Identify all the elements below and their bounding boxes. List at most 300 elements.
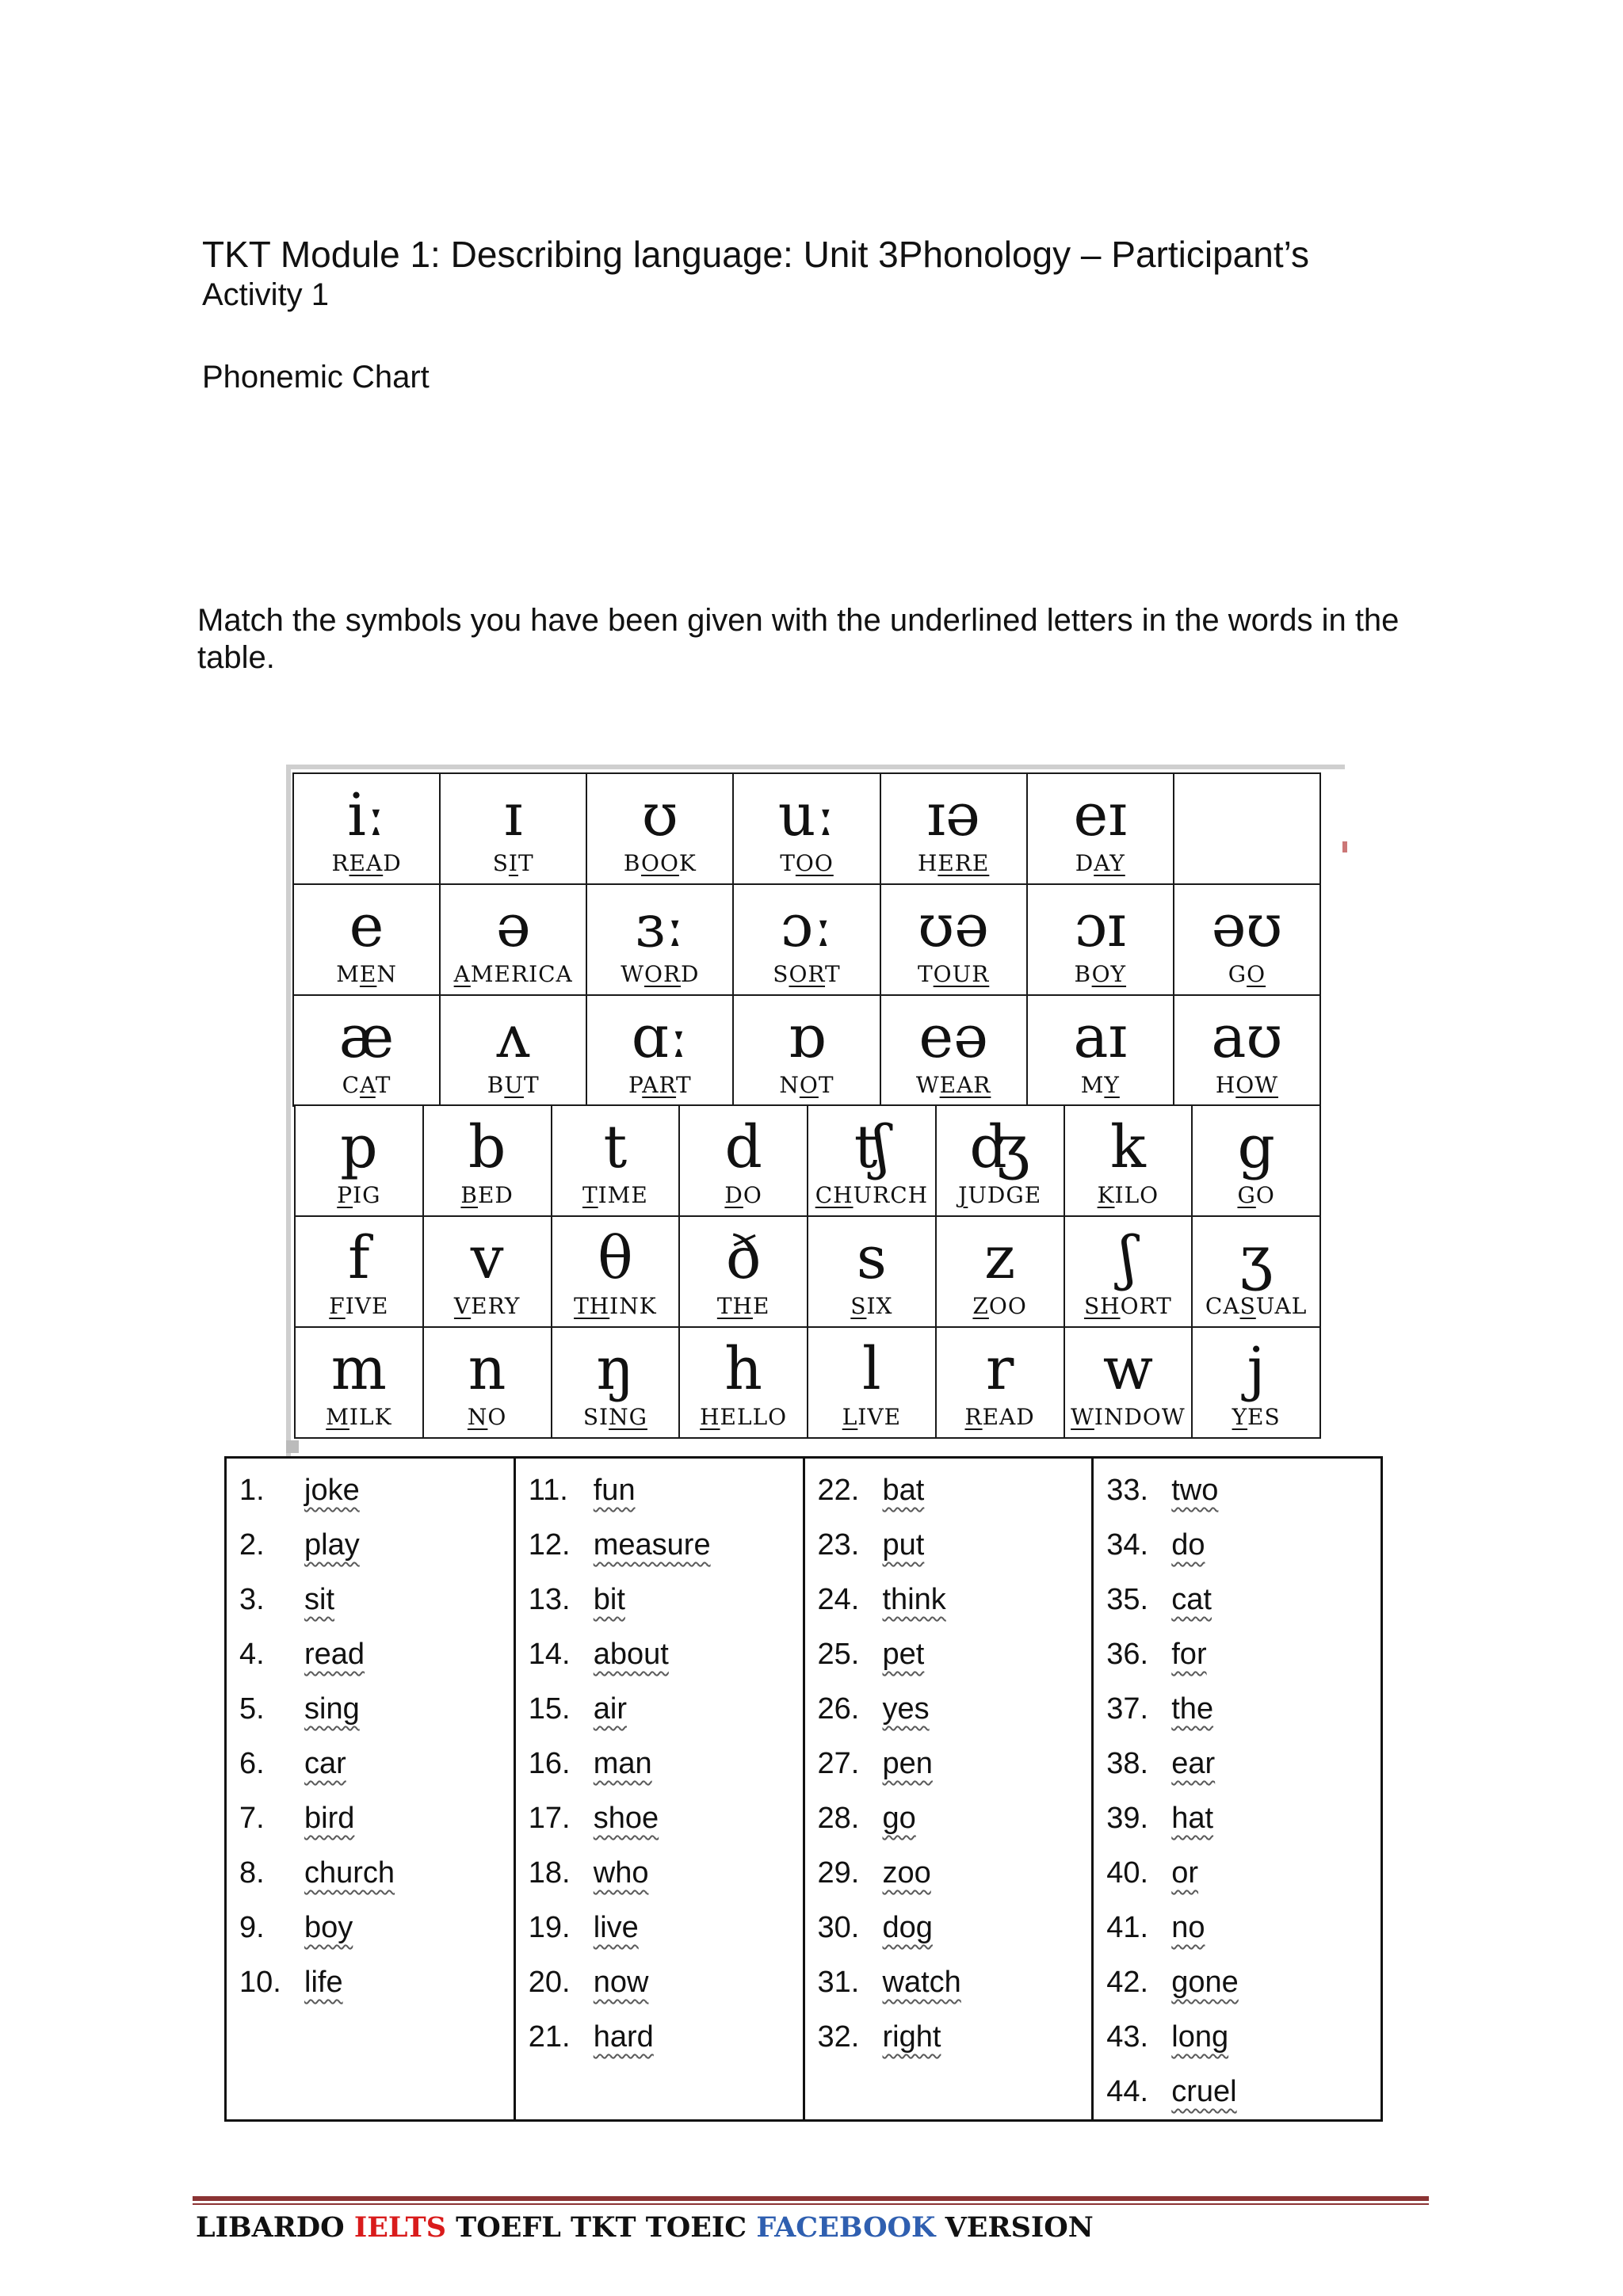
phoneme-cell	[423, 1216, 552, 1327]
phoneme-cell	[295, 1327, 423, 1438]
underlined-letters: U	[504, 1072, 524, 1098]
phoneme-cell	[679, 1327, 808, 1438]
phoneme-cell	[440, 995, 586, 1106]
example-word	[1193, 1293, 1319, 1320]
word-column	[514, 1458, 804, 2121]
word-part: C	[342, 1072, 361, 1098]
word-part: INDOW	[1094, 1404, 1186, 1430]
item-number: 6.	[239, 1747, 265, 1780]
word-part: ILK	[349, 1404, 392, 1430]
example-word	[808, 1293, 935, 1320]
word-list-item	[1094, 1627, 1381, 1682]
underlined-letters: S	[1239, 1293, 1256, 1319]
word-part: INK	[609, 1293, 657, 1319]
chart-row	[295, 1216, 1320, 1327]
word-part: B	[487, 1072, 505, 1098]
underlined-letters: Y	[1232, 1404, 1248, 1430]
item-word: play	[304, 1528, 360, 1562]
underlined-letters: A	[360, 1072, 376, 1098]
word-list-item	[516, 1955, 803, 2010]
item-number: 7.	[239, 1802, 265, 1835]
example-word	[881, 1072, 1026, 1099]
item-word: pen	[882, 1747, 933, 1780]
word-part: D	[383, 850, 402, 876]
word-list-table	[224, 1456, 1383, 2122]
footer-part: TOEFL TKT TOEIC	[445, 2211, 757, 2244]
word-part: W	[621, 961, 644, 987]
item-number: 29.	[817, 1856, 860, 1890]
phoneme-cell	[1192, 1327, 1320, 1438]
phoneme-symbol: aʊ	[1211, 1003, 1283, 1071]
item-word: live	[593, 1911, 639, 1944]
phoneme-symbol: æ	[338, 1003, 395, 1071]
item-number: 16.	[528, 1747, 571, 1780]
phoneme-symbol: g	[1237, 1113, 1275, 1181]
item-number: 36.	[1106, 1638, 1149, 1671]
phoneme-cell	[1064, 1327, 1193, 1438]
example-word	[552, 1293, 679, 1320]
phoneme-symbol: ɪ	[503, 781, 523, 849]
item-number: 20.	[528, 1966, 571, 1999]
item-word: dog	[882, 1911, 933, 1944]
chart-row	[295, 1105, 1320, 1216]
item-number: 14.	[528, 1638, 571, 1671]
item-number: 11.	[528, 1474, 568, 1507]
phoneme-cell	[880, 773, 1027, 884]
word-list-item	[805, 1682, 1092, 1737]
word-part: T	[818, 1072, 834, 1098]
word-list-item	[516, 1901, 803, 1955]
phoneme-symbol: əʊ	[1211, 892, 1283, 960]
word-part: M	[336, 961, 360, 987]
item-number: 33.	[1106, 1474, 1149, 1507]
word-list-item	[1094, 1463, 1381, 1518]
underlined-letters: OR	[643, 961, 682, 987]
phoneme-symbol: r	[985, 1335, 1014, 1403]
item-number: 15.	[528, 1692, 571, 1726]
underlined-letters: P	[337, 1182, 353, 1208]
word-list-item	[1094, 1791, 1381, 1846]
item-number: 28.	[817, 1802, 860, 1835]
word-list-item	[1094, 1573, 1381, 1627]
phoneme-cell	[1174, 773, 1320, 884]
item-number: 41.	[1106, 1911, 1149, 1944]
item-word: or	[1171, 1856, 1199, 1890]
word-part: URCH	[853, 1182, 929, 1208]
word-list-item	[227, 1682, 514, 1737]
item-word: put	[882, 1528, 925, 1562]
item-word: zoo	[882, 1856, 931, 1890]
example-word	[937, 1404, 1064, 1431]
chart-heading: Phonemic Chart	[202, 360, 430, 395]
word-part: P	[628, 1072, 643, 1098]
phoneme-cell	[440, 773, 586, 884]
example-word	[1065, 1182, 1192, 1209]
example-word	[552, 1182, 679, 1209]
item-word: bit	[593, 1583, 625, 1616]
item-number: 5.	[239, 1692, 265, 1726]
underlined-letters: ERE	[938, 850, 990, 876]
item-number: 13.	[528, 1583, 571, 1616]
item-number: 12.	[528, 1528, 571, 1562]
item-word: sing	[304, 1692, 360, 1726]
phoneme-cell	[936, 1327, 1064, 1438]
example-word	[734, 961, 879, 988]
underlined-letters: D	[724, 1182, 743, 1208]
item-word: fun	[593, 1474, 636, 1507]
word-part: E	[752, 1293, 770, 1319]
underlined-letters: A	[453, 961, 471, 987]
footer-part: FACEBOOK	[756, 2211, 936, 2244]
phoneme-symbol: aɪ	[1073, 1003, 1128, 1071]
phoneme-cell	[552, 1216, 680, 1327]
phoneme-symbol: ɔɪ	[1074, 892, 1126, 960]
item-number: 17.	[528, 1802, 571, 1835]
item-number: 39.	[1106, 1802, 1149, 1835]
word-part: T	[523, 1072, 540, 1098]
underlined-letters: TH	[716, 1293, 753, 1319]
phoneme-symbol: h	[724, 1335, 762, 1403]
phoneme-symbol: ʌ	[496, 1003, 530, 1071]
item-number: 19.	[528, 1911, 571, 1944]
phoneme-cell	[586, 995, 733, 1106]
word-part: H	[917, 850, 938, 876]
word-part: OO	[988, 1293, 1027, 1319]
example-word	[1193, 1404, 1319, 1431]
underlined-letters: AR	[642, 1072, 677, 1098]
underlined-letters: O	[799, 1072, 819, 1098]
item-number: 25.	[817, 1638, 860, 1671]
phoneme-cell	[295, 1216, 423, 1327]
word-part: ORT	[1120, 1293, 1172, 1319]
word-part: T	[825, 961, 841, 987]
phoneme-symbol: ɑː	[631, 1003, 689, 1071]
phoneme-cell	[733, 773, 880, 884]
item-word: measure	[593, 1528, 711, 1562]
example-word	[1028, 850, 1173, 877]
item-number: 37.	[1106, 1692, 1149, 1726]
item-word: bat	[882, 1474, 925, 1507]
footer-rule-thin	[193, 2203, 1429, 2205]
underlined-letters: N	[467, 1404, 488, 1430]
phoneme-symbol: p	[340, 1113, 378, 1181]
example-word	[424, 1182, 551, 1209]
item-word: gone	[1171, 1966, 1239, 1999]
example-word	[734, 850, 879, 877]
word-part: D	[1075, 850, 1094, 876]
item-number: 32.	[817, 2020, 860, 2054]
word-part: IVE	[857, 1404, 902, 1430]
word-list-item	[1094, 1901, 1381, 1955]
phoneme-cell	[1027, 884, 1174, 995]
word-list-item	[805, 2010, 1092, 2065]
word-part: D	[681, 961, 700, 987]
phoneme-cell	[1027, 995, 1174, 1106]
word-list-item	[227, 1955, 514, 2010]
phoneme-symbol: ŋ	[596, 1335, 635, 1403]
footer-text	[196, 2210, 1094, 2245]
word-column	[226, 1458, 515, 2121]
underlined-letters: EAR	[939, 1072, 991, 1098]
underlined-letters: OO	[795, 850, 834, 876]
example-word	[294, 850, 439, 877]
phoneme-cell	[733, 995, 880, 1106]
phoneme-cell	[1064, 1216, 1193, 1327]
example-word	[587, 961, 732, 988]
word-list-item	[805, 1463, 1092, 1518]
example-word	[937, 1182, 1064, 1209]
underlined-letters: H	[700, 1404, 720, 1430]
word-part: H	[1215, 1072, 1236, 1098]
word-part: O	[743, 1182, 762, 1208]
underlined-letters: OY	[1091, 961, 1127, 987]
word-part: B	[1074, 961, 1092, 987]
word-part: N	[779, 1072, 800, 1098]
instruction-text	[197, 602, 1418, 677]
word-list-item	[805, 1627, 1092, 1682]
footer-part: LIBARDO	[196, 2211, 354, 2244]
underlined-letters: G	[1237, 1182, 1256, 1208]
item-word: cruel	[1171, 2075, 1237, 2108]
example-word	[296, 1293, 422, 1320]
item-word: no	[1171, 1911, 1205, 1944]
underlined-letters: Z	[972, 1293, 989, 1319]
word-list-item	[805, 1901, 1092, 1955]
item-number: 18.	[528, 1856, 571, 1890]
phoneme-symbol: ʃ	[1120, 1224, 1136, 1292]
item-number: 22.	[817, 1474, 860, 1507]
phoneme-cell	[1192, 1216, 1320, 1327]
example-word	[680, 1182, 807, 1209]
underlined-letters: J	[958, 1182, 968, 1208]
underlined-letters: AY	[1094, 850, 1125, 876]
phoneme-symbol: e	[349, 892, 384, 960]
phoneme-cell	[1192, 1105, 1320, 1216]
item-word: read	[304, 1638, 365, 1671]
example-word	[441, 1072, 586, 1099]
word-list-item	[1094, 1846, 1381, 1901]
word-part: ED	[477, 1182, 514, 1208]
item-word: pet	[882, 1638, 925, 1671]
word-list-item	[227, 1791, 514, 1846]
vowel-chart	[292, 772, 1321, 1107]
underlined-letters: OUR	[933, 961, 990, 987]
word-list-item	[516, 1846, 803, 1901]
item-word: about	[593, 1638, 669, 1671]
underlined-letters: I	[508, 850, 518, 876]
word-part: UAL	[1255, 1293, 1308, 1319]
item-word: think	[882, 1583, 946, 1616]
item-number: 43.	[1106, 2020, 1149, 2054]
example-word	[734, 1072, 879, 1099]
word-part: T	[517, 850, 534, 876]
example-word	[424, 1293, 551, 1320]
word-part: T	[917, 961, 934, 987]
underlined-letters: SH	[1083, 1293, 1121, 1319]
word-part: ILO	[1114, 1182, 1159, 1208]
word-list-item	[227, 1518, 514, 1573]
item-word: two	[1171, 1474, 1219, 1507]
underlined-letters: NG	[609, 1404, 647, 1430]
example-word	[294, 1072, 439, 1099]
phoneme-symbol: ð	[725, 1224, 762, 1292]
item-number: 40.	[1106, 1856, 1149, 1890]
phoneme-symbol: ʤ	[969, 1113, 1030, 1181]
phoneme-symbol: d	[724, 1113, 762, 1181]
word-list-item	[516, 1791, 803, 1846]
word-list-item	[1094, 1682, 1381, 1737]
word-list-item	[1094, 1737, 1381, 1791]
word-part: SI	[582, 1404, 609, 1430]
item-number: 8.	[239, 1856, 265, 1890]
phoneme-symbol: ʊ	[641, 781, 678, 849]
instruction-line: Match the symbols you have been given with the underlined letters in the words in the table.	[197, 603, 1400, 675]
example-word	[937, 1293, 1064, 1320]
page-title: TKT Module 1: Describing language: Unit 3Phonology – Participant’s	[202, 234, 1310, 275]
underlined-letters: Y	[1104, 1072, 1120, 1098]
phoneme-cell	[423, 1105, 552, 1216]
example-word	[881, 850, 1026, 877]
word-list-item	[805, 1791, 1092, 1846]
phoneme-symbol: t	[603, 1113, 628, 1181]
item-word: for	[1171, 1638, 1207, 1671]
footer-part: VERSION	[935, 2211, 1094, 2244]
underlined-letters: CH	[815, 1182, 854, 1208]
item-number: 3.	[239, 1583, 265, 1616]
item-word: man	[593, 1747, 652, 1780]
phoneme-cell	[293, 884, 440, 995]
phoneme-symbol: ʊə	[918, 892, 989, 960]
word-list-item	[227, 1627, 514, 1682]
underlined-letters: K	[1097, 1182, 1115, 1208]
chart-row	[293, 773, 1320, 884]
word-list-item	[227, 1901, 514, 1955]
item-number: 2.	[239, 1528, 265, 1562]
footer-part: IELTS	[353, 2211, 446, 2244]
example-word	[1174, 961, 1319, 988]
underlined-letters: EA	[349, 850, 384, 876]
phoneme-symbol: ə	[495, 892, 531, 960]
item-word: long	[1171, 2020, 1229, 2054]
item-word: right	[882, 2020, 941, 2054]
word-part: N	[376, 961, 397, 987]
example-word	[296, 1404, 422, 1431]
word-list-item	[516, 1518, 803, 1573]
word-part: M	[1080, 1072, 1105, 1098]
word-list-item	[516, 1682, 803, 1737]
item-word: sit	[304, 1583, 334, 1616]
phoneme-symbol: θ	[598, 1224, 633, 1292]
item-word: cat	[1171, 1583, 1212, 1616]
word-list-item	[805, 1846, 1092, 1901]
example-word	[808, 1404, 935, 1431]
example-word	[441, 961, 586, 988]
phoneme-cell	[679, 1216, 808, 1327]
word-part: B	[623, 850, 641, 876]
image-resize-handle	[286, 1440, 299, 1453]
underlined-letters: TH	[574, 1293, 610, 1319]
example-word	[441, 850, 586, 877]
item-word: shoe	[593, 1802, 659, 1835]
item-word: boy	[304, 1911, 353, 1944]
chart-row	[293, 995, 1320, 1106]
phoneme-symbol: ɜː	[635, 892, 685, 960]
word-list-item	[805, 1737, 1092, 1791]
word-list-item	[805, 1955, 1092, 2010]
word-part: IVE	[345, 1293, 389, 1319]
word-list-item	[1094, 1518, 1381, 1573]
word-part: O	[1255, 1182, 1275, 1208]
word-list-item	[227, 1737, 514, 1791]
phoneme-cell	[880, 884, 1027, 995]
word-part: O	[487, 1404, 507, 1430]
item-word: yes	[882, 1692, 930, 1726]
consonant-chart	[294, 1104, 1321, 1439]
example-word	[294, 961, 439, 988]
phoneme-cell	[295, 1105, 423, 1216]
item-word: bird	[304, 1802, 355, 1835]
phoneme-cell	[936, 1105, 1064, 1216]
word-part: CA	[1205, 1293, 1240, 1319]
phoneme-cell	[552, 1105, 680, 1216]
phoneme-symbol: b	[468, 1113, 506, 1181]
underlined-letters: OO	[640, 850, 679, 876]
item-number: 35.	[1106, 1583, 1149, 1616]
underlined-letters: E	[359, 961, 377, 987]
underlined-letters: OW	[1235, 1072, 1278, 1098]
phoneme-cell	[679, 1105, 808, 1216]
word-part: T	[375, 1072, 391, 1098]
word-part: ERY	[471, 1293, 521, 1319]
word-list-item	[1094, 2065, 1381, 2119]
example-word	[424, 1404, 551, 1431]
example-word	[587, 850, 732, 877]
item-number: 21.	[528, 2020, 571, 2054]
phoneme-cell	[586, 884, 733, 995]
phoneme-cell	[880, 995, 1027, 1106]
word-list-item	[516, 1573, 803, 1627]
phoneme-symbol	[1174, 774, 1319, 850]
underlined-letters: L	[842, 1404, 858, 1430]
word-column	[1093, 1458, 1382, 2121]
item-number: 34.	[1106, 1528, 1149, 1562]
phoneme-cell	[1027, 773, 1174, 884]
phoneme-symbol: v	[470, 1224, 504, 1292]
word-part: IME	[598, 1182, 648, 1208]
phoneme-symbol: eɪ	[1073, 781, 1127, 849]
phoneme-cell	[1174, 995, 1320, 1106]
example-word	[587, 1072, 732, 1099]
example-word	[881, 961, 1026, 988]
item-word: life	[304, 1966, 343, 1999]
activity-label: Activity 1	[202, 277, 330, 312]
word-list-item	[227, 1573, 514, 1627]
phoneme-cell	[586, 773, 733, 884]
example-word	[1065, 1404, 1192, 1431]
example-word	[808, 1182, 935, 1209]
phoneme-symbol: uː	[777, 781, 836, 849]
underlined-letters: O	[1247, 961, 1266, 987]
phoneme-cell	[1064, 1105, 1193, 1216]
phoneme-symbol: iː	[347, 781, 386, 849]
item-number: 4.	[239, 1638, 265, 1671]
example-word	[296, 1182, 422, 1209]
phoneme-symbol: ɔː	[780, 892, 834, 960]
item-word: air	[593, 1692, 627, 1726]
phoneme-cell	[552, 1327, 680, 1438]
word-part: EAD	[982, 1404, 1035, 1430]
example-word	[1028, 961, 1173, 988]
